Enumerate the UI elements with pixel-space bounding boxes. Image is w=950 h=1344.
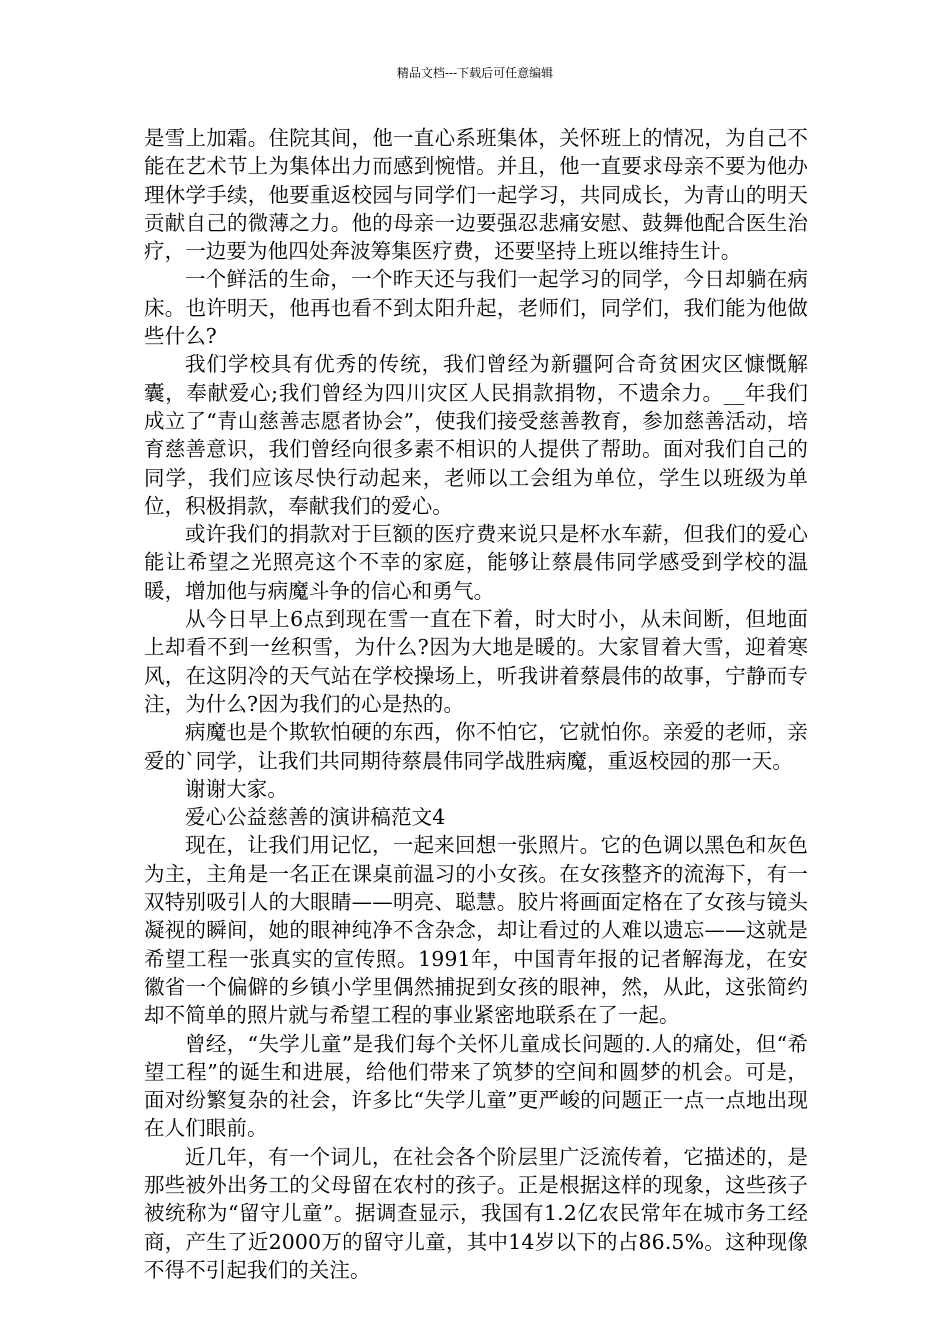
paragraph: 从今日早上6点到现在雪一直在下着，时大时小，从未间断，但地面上却看不到一丝积雪，为什么?因为大地是暖的。大家冒着大雪，迎着寒风，在这阴冷的天气站在学校操场上，听我讲着蔡晨伟的故事，宁静而专注，为什么?因为我们的心是热的。 xyxy=(144,607,808,716)
paragraph: 是雪上加霜。住院其间，他一直心系班集体，关怀班上的情况，为自己不能在艺术节上为集体出力而感到惋惜。并且，他一直要求母亲不要为他办理休学手续，他要重返校园与同学们一起学习，共同成长，为青山的明天贡献自己的微薄之力。他的母亲一边要强忍悲痛安慰、鼓舞他配合医生治疗，一边要为他四处奔波筹集医疗费，还要坚持上班以维持生计。 xyxy=(144,126,808,264)
paragraph: 我们学校具有优秀的传统，我们曾经为新疆阿合奇贫困灾区慷慨解囊，奉献爱心;我们曾经为四川灾区人民捐款捐物，不遗余力。__年我们成立了“青山慈善志愿者协会”，使我们接受慈善教育，参加慈善活动，培育慈善意识，我们曾经向很多素不相识的人提供了帮助。面对我们自己的同学，我们应该尽快行动起来，老师以工会组为单位，学生以班级为单位，积极捐款，奉献我们的爱心。 xyxy=(144,352,808,518)
paragraph: 谢谢大家。 xyxy=(185,776,288,801)
paragraph: 曾经，“失学儿童”是我们每个关怀儿童成长问题的.人的痛处，但“希望工程”的诞生和进展，给他们带来了筑梦的空间和圆梦的机会。可是，面对纷繁复杂的社会，许多比“失学儿童”更严峻的问题正一点一点地出现在人们眼前。 xyxy=(144,1031,808,1141)
paragraph: 现在，让我们用记忆，一起来回想一张照片。它的色调以黑色和灰色为主，主角是一名正在课桌前温习的小女孩。在女孩整齐的流海下，有一双特别吸引人的大眼睛——明亮、聪慧。胶片将画面定格在了女孩与镜头凝视的瞬间，她的眼神纯净不含杂念，却让看过的人难以遗忘——这就是希望工程一张真实的宣传照。1991年，中国青年报的记者解海龙，在安徽省一个偏僻的乡镇小学里偶然捕捉到女孩的眼神，然，从此，这张简约却不简单的照片就与希望工程的事业紧密地联系在了一起。 xyxy=(144,833,808,1028)
paragraph: 一个鲜活的生命，一个昨天还与我们一起学习的同学，今日却躺在病床。也许明天，他再也看不到太阳升起，老师们，同学们，我们能为他做些什么? xyxy=(144,267,808,349)
document-body xyxy=(144,124,808,1284)
paragraph: 病魔也是个欺软怕硬的东西，你不怕它，它就怕你。亲爱的老师，亲爱的`同学，让我们共同期待蔡晨伟同学战胜病魔，重返校园的那一天。 xyxy=(144,720,808,773)
paragraph: 或许我们的捐款对于巨额的医疗费来说只是杯水车薪，但我们的爱心能让希望之光照亮这个不幸的家庭，能够让蔡晨伟同学感受到学校的温暖，增加他与病魔斗争的信心和勇气。 xyxy=(144,522,808,603)
section-heading: 爱心公益慈善的演讲稿范文4 xyxy=(185,805,446,830)
paragraph: 近几年，有一个词儿，在社会各个阶层里广泛流传着，它描述的，是那些被外出务工的父母留在农村的孩子。正是根据这样的现象，这些孩子被统称为“留守儿童”。据调查显示，我国有1.2亿农民常年在城市务工经商，产生了近2000万的留守儿童，其中14岁以下的占86.5%。这种现像不得不引起我们的关注。 xyxy=(144,1144,808,1282)
page-header: 精品文档---下载后可任意编辑 xyxy=(396,66,554,80)
